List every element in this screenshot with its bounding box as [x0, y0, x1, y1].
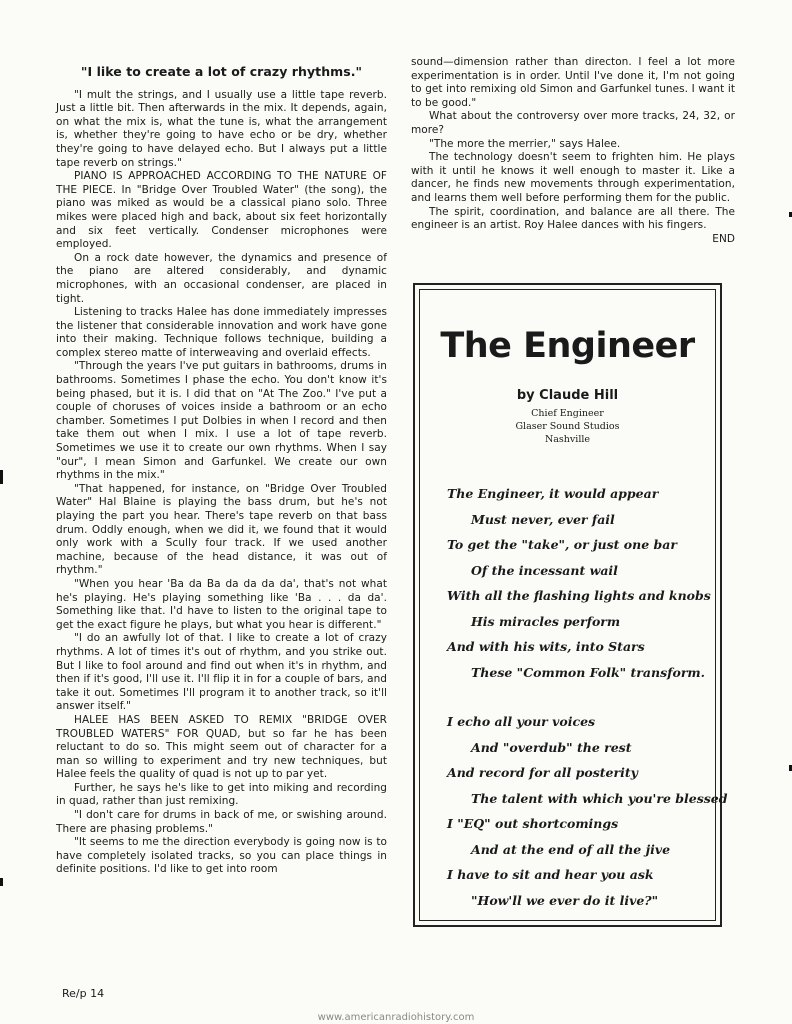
poem-line: Of the incessant wail — [471, 563, 618, 578]
poem-line: Must never, ever fail — [471, 512, 615, 527]
poem-inner-frame — [419, 289, 728, 921]
scan-edge-mark — [0, 878, 3, 886]
poem-line: His miracles perform — [471, 614, 621, 629]
article-paragraph: "The more the merrier," says Halee. — [429, 137, 621, 150]
page-number: Re/p 14 — [62, 987, 105, 1000]
poem-credit: Glaser Sound Studios — [515, 421, 620, 432]
poem-title: The Engineer — [440, 326, 695, 366]
article-paragraph: "That happened, for instance, on "Bridge Over Troubled Water" Hal Blaine is playing the bass drum, but he's not playing the part you hear. There's tape reverb on that bass drum. Oddly enough, when we did it, we found that it would only work with a Scully four track. If we used another machine, because of the head distance, it was out of rhythm." — [56, 482, 387, 577]
article-paragraph: "Through the years I've put guitars in bathrooms, drums in bathrooms. Sometimes I phase the echo. You don't know it's being phased, but it is. I did that on "At The Zoo." I've put a couple of choruses of voices inside a bathroom or an echo chamber. Sometimes I put Dolbies in when I record and then take them out when I mix. I use a lot of tape reverb. Sometimes we use it to create our own rhythms. When I say "our", I mean Simon and Garfunkel. We create our own rhythms in the mix." — [56, 360, 387, 482]
article-paragraph: "It seems to me the direction everybody is going now is to have completely isolated tracks, so you can place things in definite positions. I'd like to get into room — [56, 836, 387, 876]
source-url: www.americanradiohistory.com — [317, 1012, 475, 1023]
article-paragraph: "I mult the strings, and I usually use a little tape reverb. Just a little bit. Then afterwards in the mix. It depends, again, on what the mix is, what the tune is, what the arrangement is, whether they're going to have echo or be dry, whether they're going to have delayed echo. But I always put a little tape reverb on strings." — [56, 88, 387, 169]
poem-line: I "EQ" out shortcomings — [447, 816, 619, 831]
article-paragraph: "I don't care for drums in back of me, or swishing around. There are phasing problems." — [56, 809, 387, 835]
article-paragraph: HALEE HAS BEEN ASKED TO REMIX "BRIDGE OVER TROUBLED WATERS" FOR QUAD, but so far he has been reluctant to do so. This might seem out of character for a man so willing to experiment and try new techniques, but Halee feels the quality of quad is not up to par yet. — [56, 713, 387, 781]
poem-credit: Nashville — [544, 434, 591, 445]
article-paragraph: sound—dimension rather than directon. I feel a lot more experimentation is in order. Until I've done it, I'm not going to get into remixing old Simon and Garfunkel tunes. I want it to be good." — [411, 56, 735, 109]
poem-line: And at the end of all the jive — [471, 842, 671, 857]
left-column — [56, 60, 387, 877]
article-paragraph: "When you hear 'Ba da Ba da da da da', that's not what he's playing. He's playing something like 'Ba . . . da da'. Something like that. I'd have to listen to the original tape to get the exact figure he plays, but what you hear is different." — [56, 577, 387, 631]
poem-line: The talent with which you're blessed — [471, 791, 728, 806]
poem-line: And "overdub" the rest — [471, 740, 632, 755]
poem-byline: by Claude Hill — [516, 388, 619, 403]
scan-edge-mark — [0, 470, 3, 484]
article-paragraph: On a rock date however, the dynamics and presence of the piano are altered considerably, and dynamic microphones, with an occasional condenser, are placed in tight. — [56, 251, 387, 305]
article-paragraph: The spirit, coordination, and balance are all there. The engineer is an artist. Roy Halee dances with his fingers. — [411, 205, 735, 232]
end-mark: END — [712, 232, 735, 245]
poem-line: And record for all posterity — [447, 765, 638, 780]
article-paragraph: PIANO IS APPROACHED ACCORDING TO THE NATURE OF THE PIECE. In "Bridge Over Troubled Water" (the song), the piano was miked as would be a classical piano solo. Three mikes were placed high and back, about six feet horizontally and six feet vertically. Condenser microphones were employed. — [56, 170, 387, 251]
poem-line: "How'll we ever do it live?" — [471, 893, 659, 908]
article-paragraph: Listening to tracks Halee has done immediately impresses the listener that considerable innovation and work have gone into their making. Technique follows technique, building a complex stereo matte of interweaving and overlaid effects. — [56, 306, 387, 359]
article-paragraph: Further, he says he's like to get into miking and recording in quad, rather than just remixing. — [56, 781, 387, 808]
poem-line: I echo all your voices — [447, 714, 596, 729]
poem-line: The Engineer, it would appear — [447, 486, 659, 501]
poem-credit: Chief Engineer — [531, 408, 604, 419]
poem-line: With all the flashing lights and knobs — [447, 588, 711, 603]
poem-line: I have to sit and hear you ask — [447, 867, 654, 882]
poem-box — [413, 283, 728, 927]
poem-line: These "Common Folk" transform. — [471, 665, 705, 680]
article-paragraph: The technology doesn't seem to frighten him. He plays with it until he knows it well enough to master it. Like a dancer, he finds new movements through experimentation, and learns them well before performing them for the public. — [411, 151, 735, 204]
article-paragraph: What about the controversy over more tracks, 24, 32, or more? — [411, 110, 735, 136]
poem-line: And with his wits, into Stars — [447, 639, 645, 654]
right-column — [411, 56, 735, 246]
poem-line: To get the "take", or just one bar — [447, 537, 677, 552]
article-paragraph: "I do an awfully lot of that. I like to create a lot of crazy rhythms. A lot of times it's out of rhythm, and you strike out. But I like to fool around and find out when it's in rhythm, and then if it's good, I'll use it. I'll flip it in for a couple of bars, and take it out. Sometimes I'll program it to another track, so it'll answer itself." — [56, 632, 387, 713]
pull-quote-heading: "I like to create a lot of crazy rhythms." — [80, 64, 363, 79]
